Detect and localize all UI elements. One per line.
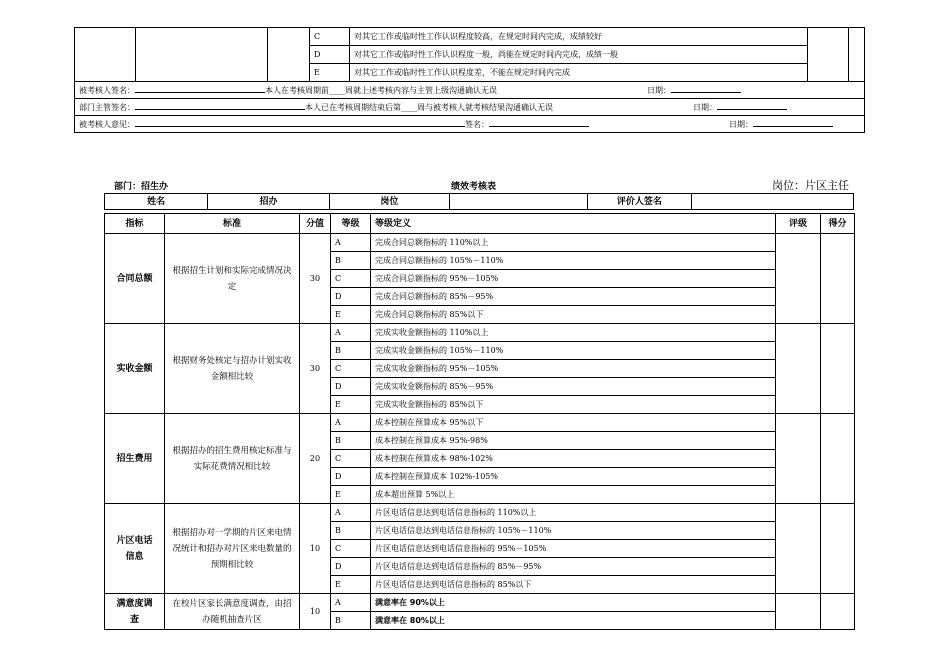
grade-row (105, 414, 855, 432)
grade-definition: 成本超出预算 5%以上 (371, 486, 776, 504)
grade-letter: A (331, 234, 371, 252)
col-rating: 评级 (776, 214, 821, 234)
grade-row (105, 234, 855, 252)
grade-definition: 片区电话信息达到电话信息指标的 110%以上 (371, 504, 776, 522)
grade-letter: C (331, 540, 371, 558)
grade-definition: 成本控制在预算成本 95%-98% (371, 432, 776, 450)
grade-letter: E (331, 576, 371, 594)
score-input[interactable] (821, 324, 855, 414)
indicator-name: 招生费用 (105, 414, 165, 504)
indicator-standard: 根据招办对一学期的片区来电情况统计和招办对片区来电数量的预期相比较 (165, 504, 300, 594)
grade-cell: C (310, 28, 350, 46)
post-value[interactable] (450, 194, 588, 210)
date-label: 日期： (729, 120, 753, 129)
grade-letter: C (331, 270, 371, 288)
indicator-standard: 根据招生计划和实际完成情况决定 (165, 234, 300, 324)
statement: 本人已在考核周期结束后第____周与被考核人就考核结果沟通确认无误 (305, 103, 553, 112)
col-indicator: 指标 (105, 214, 165, 234)
indicator-score: 10 (300, 594, 331, 630)
grade-definition: 完成实收金额指标的 85%以下 (371, 396, 776, 414)
grade-letter: E (331, 396, 371, 414)
signature-row-1 (75, 82, 865, 99)
indicator-standard: 在校片区家长满意度调查，由招办随机抽查片区 (165, 594, 300, 630)
grade-definition: 完成合同总额指标的 105%－110% (371, 252, 776, 270)
grade-definition: 对其它工作或临时性工作认识程度差，不能在规定时间内完成 (350, 64, 808, 82)
signer-label: 被考核人签名： (79, 86, 135, 95)
grade-definition: 成本控制在预算成本 102%-105% (371, 468, 776, 486)
opinion-label: 被考核人意见： (79, 120, 135, 129)
name-label: 姓名 (105, 194, 208, 210)
indicator-name: 满意度调查 (105, 594, 165, 630)
statement: 本人在考核周期前____周就上述考核内容与主管上级沟通确认无误 (265, 86, 497, 95)
grade-definition: 满意率在 90%以上 (371, 594, 776, 612)
grade-definition: 对其它工作或临时性工作认识程度一般，尚能在规定时间内完成，成绩一般 (350, 46, 808, 64)
grade-letter: A (331, 504, 371, 522)
grade-definition: 片区电话信息达到电话信息指标的 85%以下 (371, 576, 776, 594)
grade-definition: 完成实收金额指标的 105%－110% (371, 342, 776, 360)
date-line[interactable] (671, 84, 741, 93)
col-result: 得分 (821, 214, 855, 234)
rating-input[interactable] (776, 504, 821, 594)
grade-letter: A (331, 594, 371, 612)
col-standard: 标准 (165, 214, 300, 234)
indicator-standard: 根据财务处核定与招办计划实收金额相比较 (165, 324, 300, 414)
grade-letter: A (331, 414, 371, 432)
grade-definition: 完成合同总额指标的 85%－95% (371, 288, 776, 306)
rating-input[interactable] (776, 234, 821, 324)
signature-row-3 (75, 116, 865, 133)
score-cell[interactable] (849, 28, 865, 82)
rating-input[interactable] (776, 414, 821, 504)
grade-definition: 完成合同总额指标的 95%－105% (371, 270, 776, 288)
grade-definition: 完成实收金额指标的 85%－95% (371, 378, 776, 396)
score-input[interactable] (821, 234, 855, 324)
rater-label: 评价人签名 (587, 194, 691, 210)
grade-row (105, 504, 855, 522)
rating-input[interactable] (776, 324, 821, 414)
score-input[interactable] (821, 594, 855, 630)
grade-definition: 片区电话信息达到电话信息指标的 85%－95% (371, 558, 776, 576)
grade-definition: 完成合同总额指标的 85%以下 (371, 306, 776, 324)
top-table (74, 27, 865, 133)
grade-row (105, 324, 855, 342)
grade-definition: 片区电话信息达到电话信息指标的 105%－110% (371, 522, 776, 540)
grade-letter: A (331, 324, 371, 342)
grade-definition: 成本控制在预算成本 95%以下 (371, 414, 776, 432)
rater-signature[interactable] (692, 194, 854, 210)
rating-input[interactable] (776, 594, 821, 630)
assessment-table (104, 213, 855, 630)
top-empty-cell (136, 28, 268, 82)
indicator-score: 30 (300, 234, 331, 324)
date-line[interactable] (753, 118, 833, 127)
form-title: 绩效考核表 (451, 182, 497, 192)
grade-cell: D (310, 46, 350, 64)
grade-letter: B (331, 342, 371, 360)
department-label: 部门：招生办 (114, 182, 169, 192)
rating-cell[interactable] (808, 28, 849, 82)
col-grade: 等级 (331, 214, 371, 234)
signature-line[interactable] (489, 118, 589, 127)
score-input[interactable] (821, 414, 855, 504)
grade-cell: E (310, 64, 350, 82)
grade-letter: D (331, 378, 371, 396)
grade-definition: 完成实收金额指标的 95%－105% (371, 360, 776, 378)
indicator-name: 实收金额 (105, 324, 165, 414)
date-label: 日期： (647, 86, 671, 95)
column-header-row (105, 214, 855, 234)
indicator-name: 合同总额 (105, 234, 165, 324)
signature-label: 签名： (465, 120, 489, 129)
indicator-score: 10 (300, 504, 331, 594)
grade-letter: B (331, 252, 371, 270)
grade-letter: E (331, 306, 371, 324)
opinion-line[interactable] (135, 118, 465, 127)
top-empty-cell (75, 28, 136, 82)
indicator-score: 30 (300, 324, 331, 414)
indicator-score: 20 (300, 414, 331, 504)
grade-letter: B (331, 522, 371, 540)
signature-line[interactable] (135, 84, 265, 93)
grade-letter: C (331, 450, 371, 468)
grade-letter: C (331, 360, 371, 378)
grade-letter: D (331, 288, 371, 306)
col-definition: 等级定义 (371, 214, 776, 234)
grade-definition: 完成实收金额指标的 110%以上 (371, 324, 776, 342)
grade-letter: D (331, 468, 371, 486)
grade-definition: 满意率在 80%以上 (371, 612, 776, 630)
grade-row (105, 594, 855, 612)
grade-letter: B (331, 612, 371, 630)
grade-definition: 对其它工作或临时性工作认识程度较高，在规定时间内完成，成绩较好 (350, 28, 808, 46)
indicator-standard: 根据招办的招生费用核定标准与实际花费情况相比较 (165, 414, 300, 504)
signer-label: 部门主管签名： (79, 103, 135, 112)
top-empty-cell (268, 28, 310, 82)
dept-value: 招办 (208, 194, 329, 210)
post-label: 岗位 (329, 194, 449, 210)
indicator-name: 片区电话信息 (105, 504, 165, 594)
info-table (104, 193, 854, 210)
signature-line[interactable] (135, 101, 305, 110)
col-score: 分值 (300, 214, 331, 234)
position-label: 岗位：片区主任 (772, 179, 849, 192)
date-line[interactable] (717, 101, 787, 110)
score-input[interactable] (821, 504, 855, 594)
signature-row-2 (75, 99, 865, 116)
grade-definition: 完成合同总额指标的 110%以上 (371, 234, 776, 252)
grade-letter: D (331, 558, 371, 576)
grade-letter: E (331, 486, 371, 504)
date-label: 日期： (693, 103, 717, 112)
grade-definition: 成本控制在预算成本 98%-102% (371, 450, 776, 468)
grade-letter: B (331, 432, 371, 450)
grade-definition: 片区电话信息达到电话信息指标的 95%－105% (371, 540, 776, 558)
